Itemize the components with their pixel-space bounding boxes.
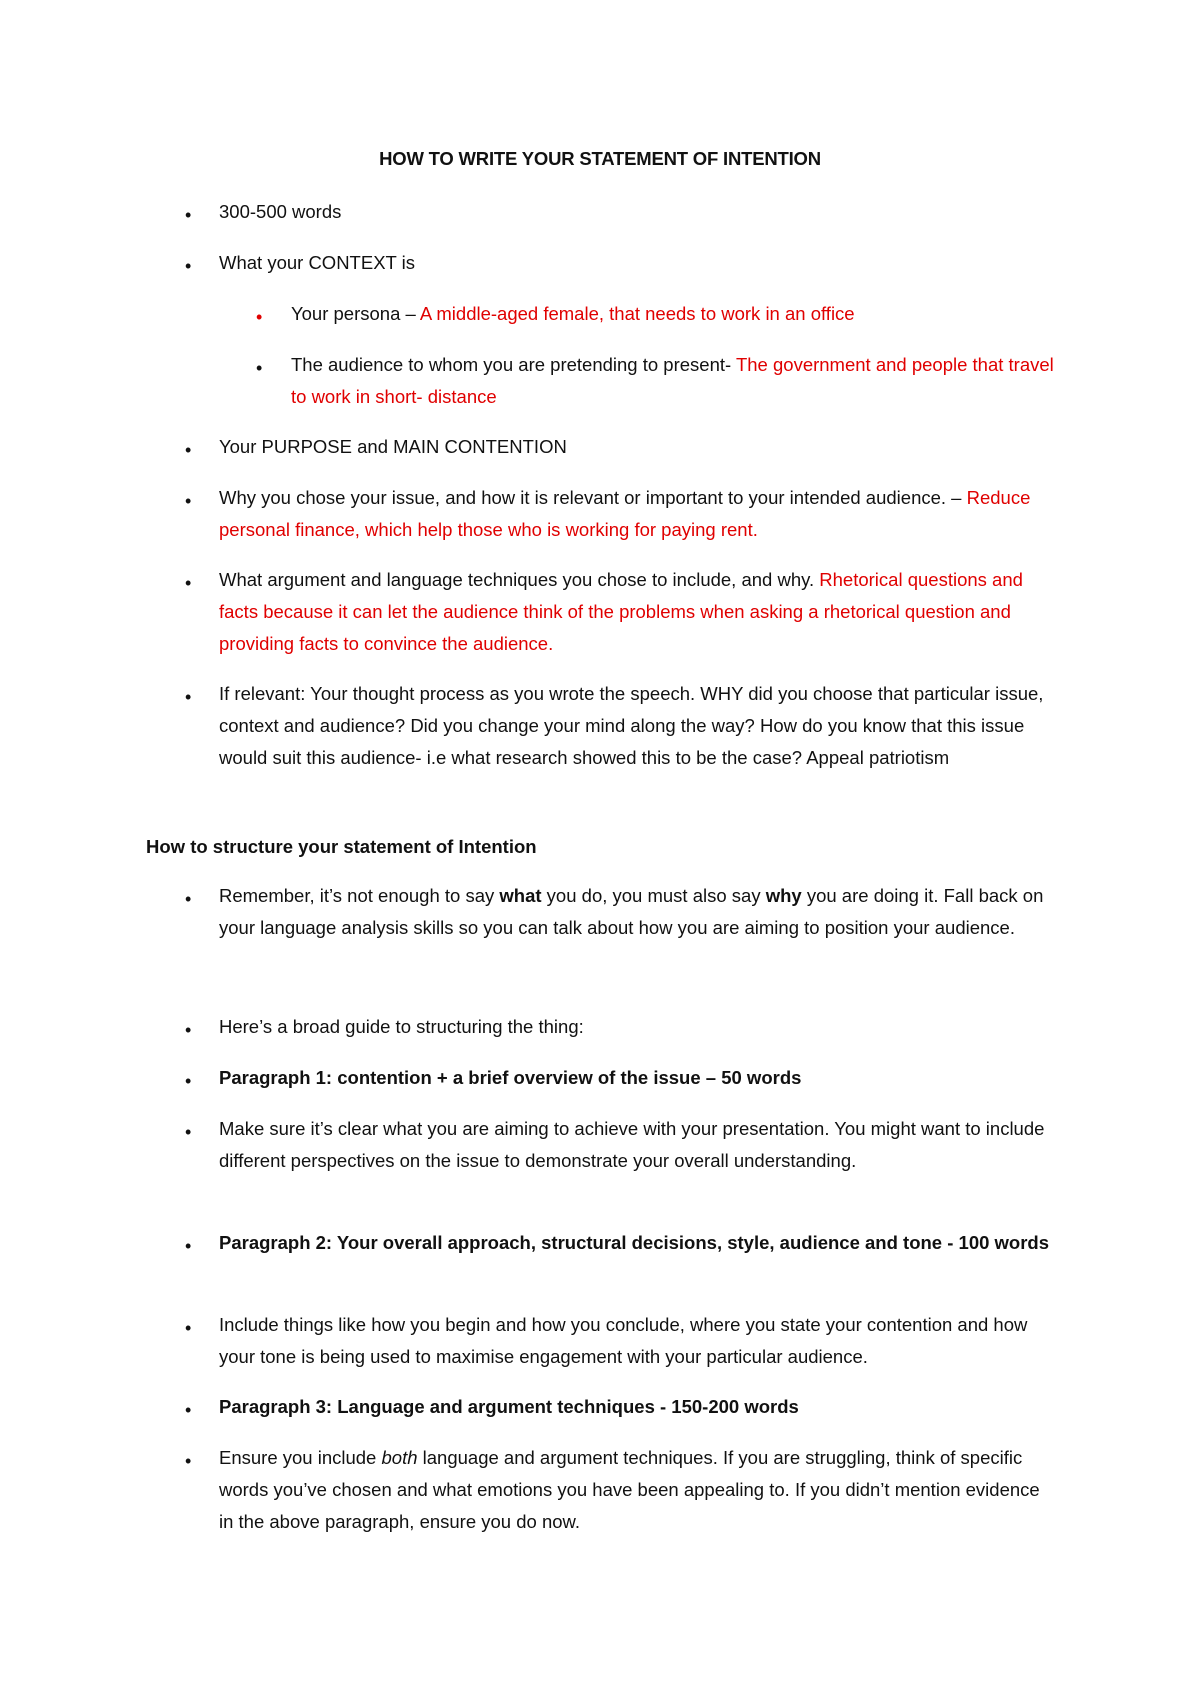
bullet-icon: • [185, 491, 192, 511]
audience-label: The audience to whom you are pretending to present- [291, 354, 736, 375]
bullet-icon: • [185, 256, 192, 276]
para3-text: language and argument techniques. If you are struggling, think of specific words you’ve chosen and what emotions you have been appealing to. If you didn’t mention evidence in the above paragraph, ensure you do now. [219, 1447, 1040, 1532]
audience-answer: The government and people that travel to work in short- distance [291, 354, 1054, 407]
why-issue-answer: Reduce personal finance, which help those who is working for paying rent. [219, 487, 1031, 540]
bullet-icon: • [256, 307, 263, 327]
list-item-thought-process: If relevant: Your thought process as you wrote the speech. WHY did you choose that particular issue, context and audience? Did you change your mind along the way? How do you know that this issue would suit this audience- i.e what research showed this to be the case? Appeal patriotism [219, 683, 1044, 768]
remember-why: why [765, 885, 802, 906]
bullet-icon: • [185, 1451, 192, 1471]
list-item-guide: Here’s a broad guide to structuring the thing: [219, 1016, 584, 1037]
techniques-label: What argument and language techniques you chose to include, and why. [219, 569, 820, 590]
bullet-icon: • [185, 573, 192, 593]
persona-answer: A middle-aged female, that needs to work in an office [419, 303, 855, 324]
list-item-why-issue [219, 482, 1059, 546]
persona-label: Your persona – [291, 303, 420, 324]
bullet-icon: • [185, 440, 192, 460]
remember-text: Remember, it’s not enough to say [219, 885, 500, 906]
list-item-persona [291, 298, 1059, 330]
remember-what: what [499, 885, 542, 906]
paragraph-3-body [219, 1442, 1059, 1538]
remember-text: you are doing it. Fall back on your language analysis skills so you can talk about how you are aiming to position your audience. [219, 885, 1044, 938]
bullet-icon: • [185, 1400, 192, 1420]
paragraph-2-heading: Paragraph 2: Your overall approach, structural decisions, style, audience and tone - 100 words [219, 1232, 1050, 1253]
remember-text: you do, you must also say [541, 885, 766, 906]
bullet-icon: • [185, 889, 192, 909]
list-item-audience [291, 349, 1059, 413]
bullet-icon: • [185, 1318, 192, 1338]
list-item-purpose: Your PURPOSE and MAIN CONTENTION [219, 436, 567, 457]
list-item-techniques [219, 564, 1059, 660]
paragraph-3-heading: Paragraph 3: Language and argument techniques - 150-200 words [219, 1396, 799, 1417]
bullet-icon: • [185, 1020, 192, 1040]
list-item-context: What your CONTEXT is [219, 252, 416, 273]
bullet-icon: • [185, 1071, 192, 1091]
why-issue-label: Why you chose your issue, and how it is relevant or important to your intended audience. – [219, 487, 967, 508]
bullet-icon: • [185, 1122, 192, 1142]
para3-text: Ensure you include [219, 1447, 382, 1468]
bullet-icon: • [256, 358, 263, 378]
paragraph-1-body: Make sure it’s clear what you are aiming to achieve with your presentation. You might want to include different perspectives on the issue to demonstrate your overall understanding. [219, 1118, 1045, 1171]
section-heading: How to structure your statement of Intention [146, 836, 537, 857]
bullet-icon: • [185, 1236, 192, 1256]
techniques-answer: Rhetorical questions and facts because it can let the audience think of the problems when asking a rhetorical question and providing facts to convince the audience. [219, 569, 1023, 654]
list-item-remember [219, 880, 1059, 944]
page-title: HOW TO WRITE YOUR STATEMENT OF INTENTION [379, 148, 821, 169]
bullet-icon: • [185, 687, 192, 707]
bullet-icon: • [185, 205, 192, 225]
para3-emphasis: both [381, 1447, 418, 1468]
paragraph-1-heading: Paragraph 1: contention + a brief overview of the issue – 50 words [219, 1067, 802, 1088]
paragraph-2-body: Include things like how you begin and how you conclude, where you state your contention and how your tone is being used to maximise engagement with your particular audience. [219, 1314, 1028, 1367]
list-item-words: 300-500 words [219, 201, 342, 222]
